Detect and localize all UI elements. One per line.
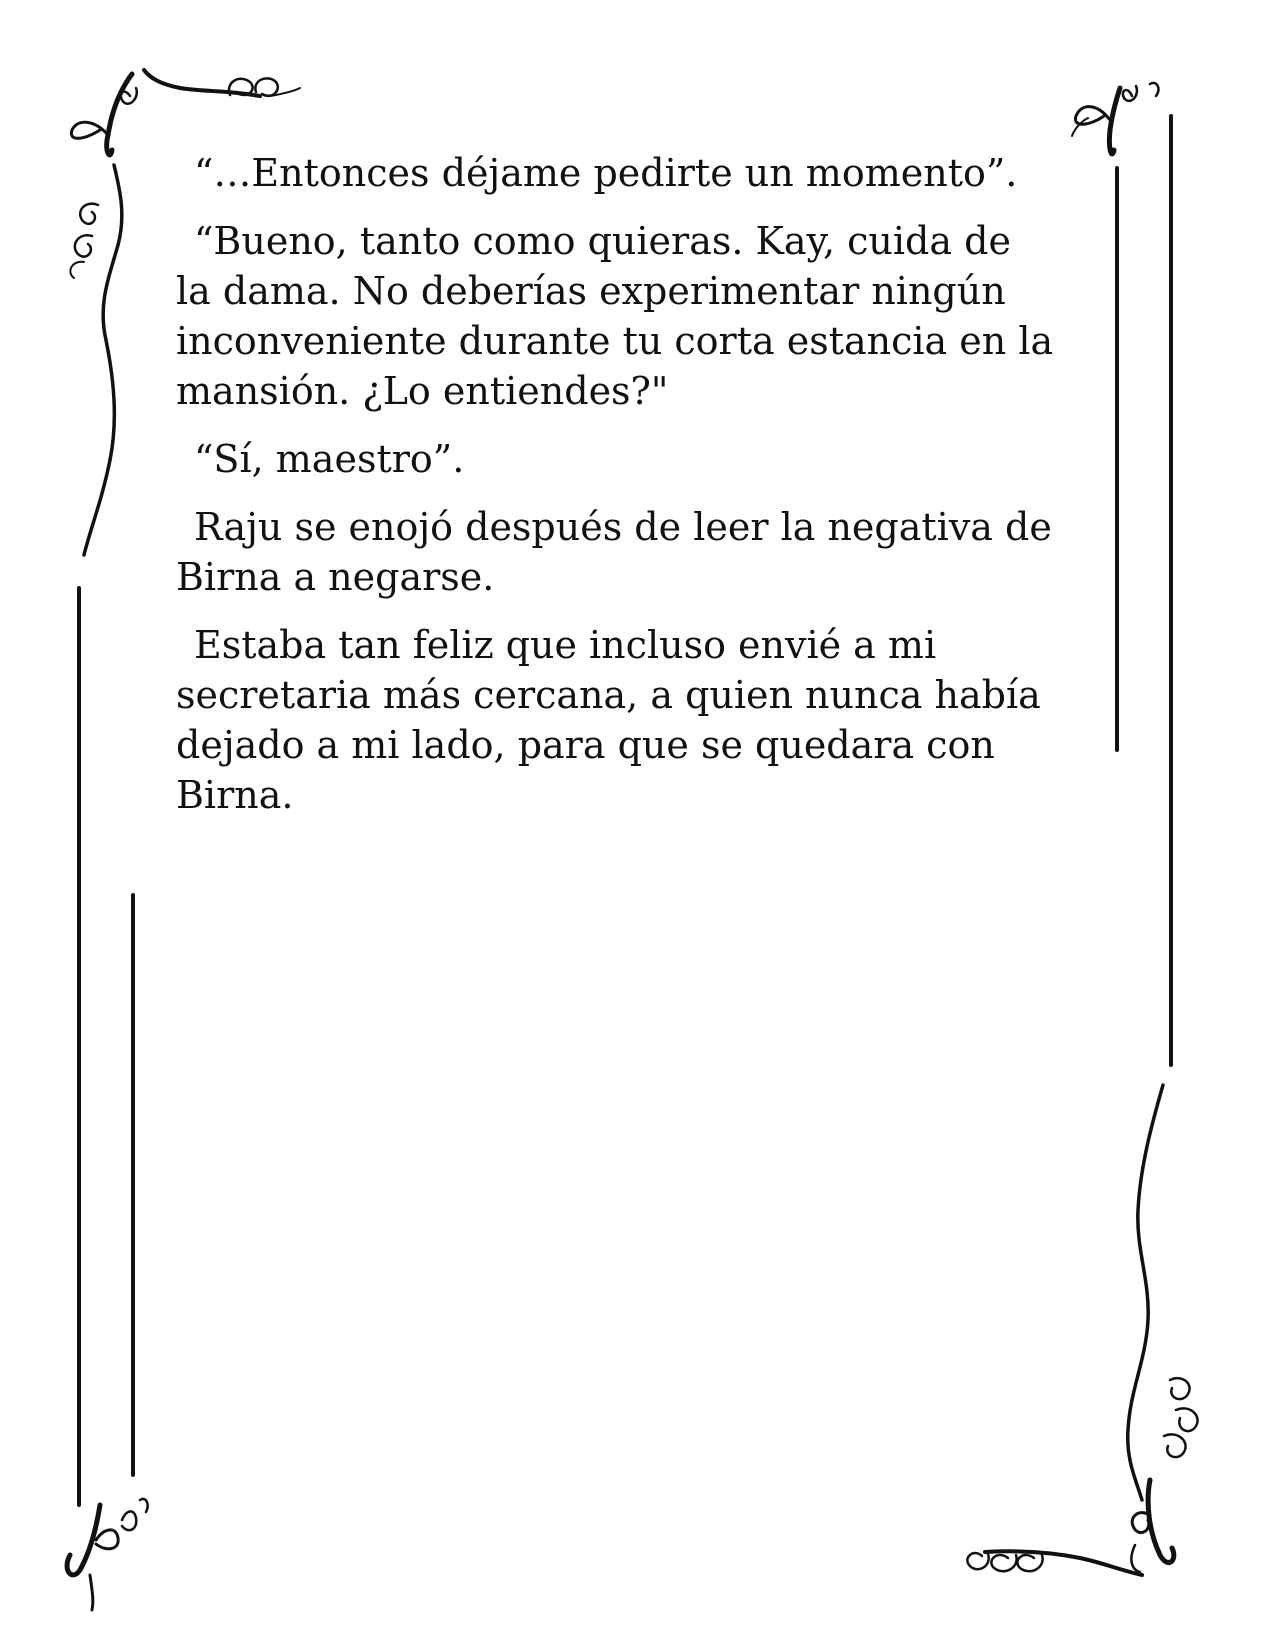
paragraph-3: “Sí, maestro”. <box>194 437 465 481</box>
paragraph-4: Raju se enojó después de leer la negativa de Birna a negarse. <box>176 505 1052 599</box>
top-right-flourish <box>1072 83 1158 154</box>
paragraph-5: Estaba tan feliz que incluso envié a mi secretaria más cercana, a quien nunca había dejado a mi lado, para que se quedara con Birna. <box>176 623 1041 817</box>
paragraph-2: “Bueno, tanto como quieras. Kay, cuida de la dama. No deberías experimentar ningún inconveniente durante tu corta estancia en la mansión. ¿Lo entiendes?" <box>176 219 1054 413</box>
story-text <box>176 148 1056 838</box>
bottom-left-flourish <box>67 1499 148 1610</box>
paragraph-1: “…Entonces déjame pedirte un momento”. <box>194 151 1018 195</box>
bottom-right-flourish <box>967 1085 1197 1575</box>
